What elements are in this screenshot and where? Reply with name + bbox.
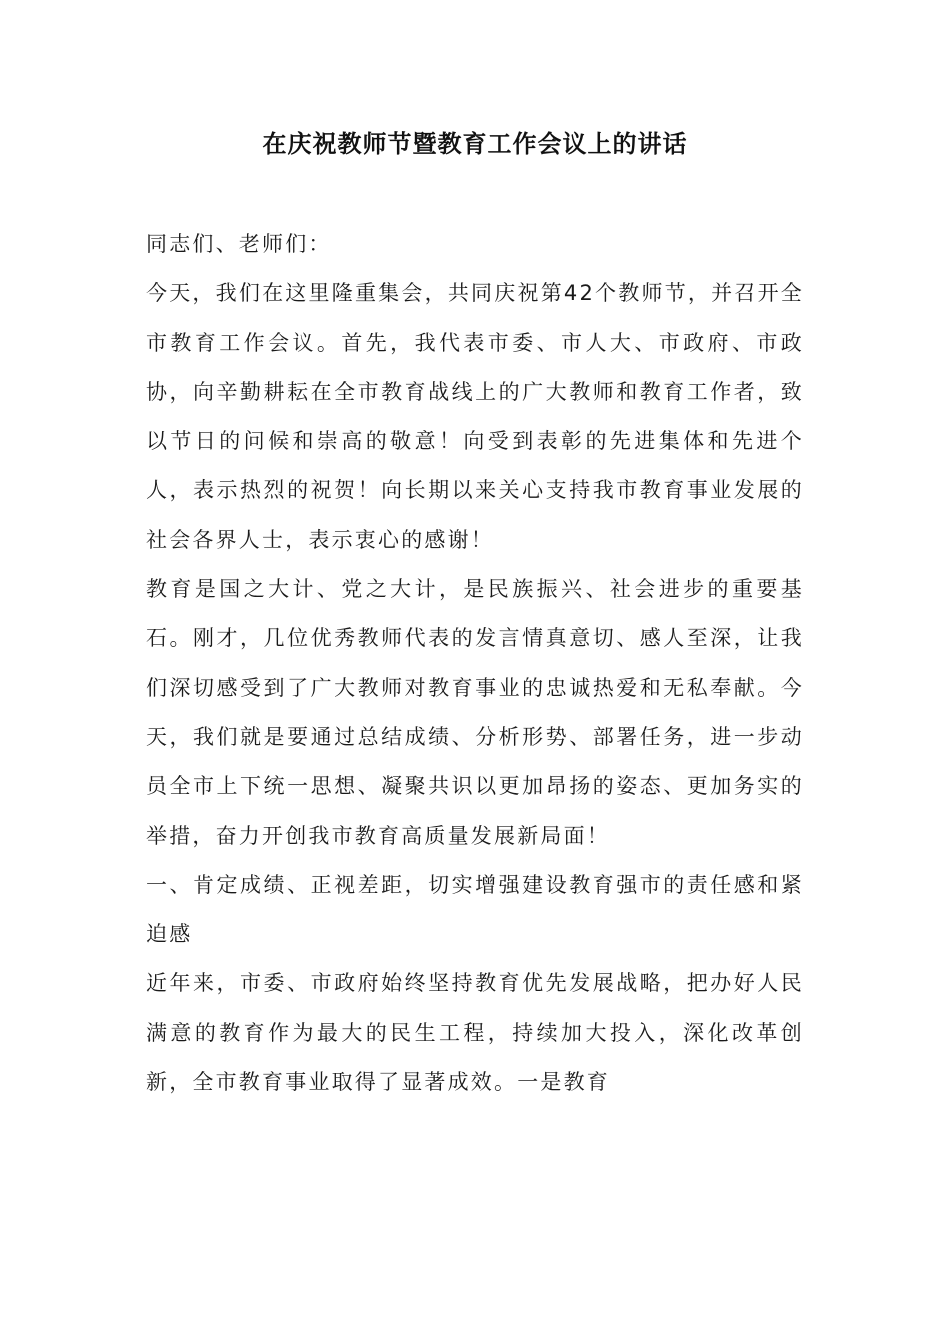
document-title: 在庆祝教师节暨教育工作会议上的讲话 [262,129,688,158]
salutation-paragraph: 同志们、老师们： [146,232,332,256]
achievements-paragraph: 近年来，市委、市政府始终坚持教育优先发展战略，把办好人民满意的教育作为最大的民生工程，持续加大投入，深化改革创新，全市教育事业取得了显著成效。一是教育 [146,971,804,1095]
document-body [146,220,804,1107]
education-importance-paragraph: 教育是国之大计、党之大计，是民族振兴、社会进步的重要基石。刚才，几位优秀教师代表的发言情真意切、感人至深，让我们深切感受到了广大教师对教育事业的忠诚热爱和无私奉献。今天，我们就是要通过总结成绩、分析形势、部署任务，进一步动员全市上下统一思想、凝聚共识以更加昂扬的姿态、更加务实的举措，奋力开创我市教育高质量发展新局面！ [146,577,804,848]
opening-paragraph: 今天，我们在这里隆重集会，共同庆祝第42个教师节，并召开全市教育工作会议。首先，我代表市委、市人大、市政府、市政协，向辛勤耕耘在全市教育战线上的广大教师和教育工作者，致以节日的问候和崇高的敬意！向受到表彰的先进集体和先进个人，表示热烈的祝贺！向长期以来关心支持我市教育事业发展的社会各界人士，表示衷心的感谢！ [146,281,804,552]
section-heading-1: 一、肯定成绩、正视差距，切实增强建设教育强市的责任感和紧迫感 [146,872,804,947]
